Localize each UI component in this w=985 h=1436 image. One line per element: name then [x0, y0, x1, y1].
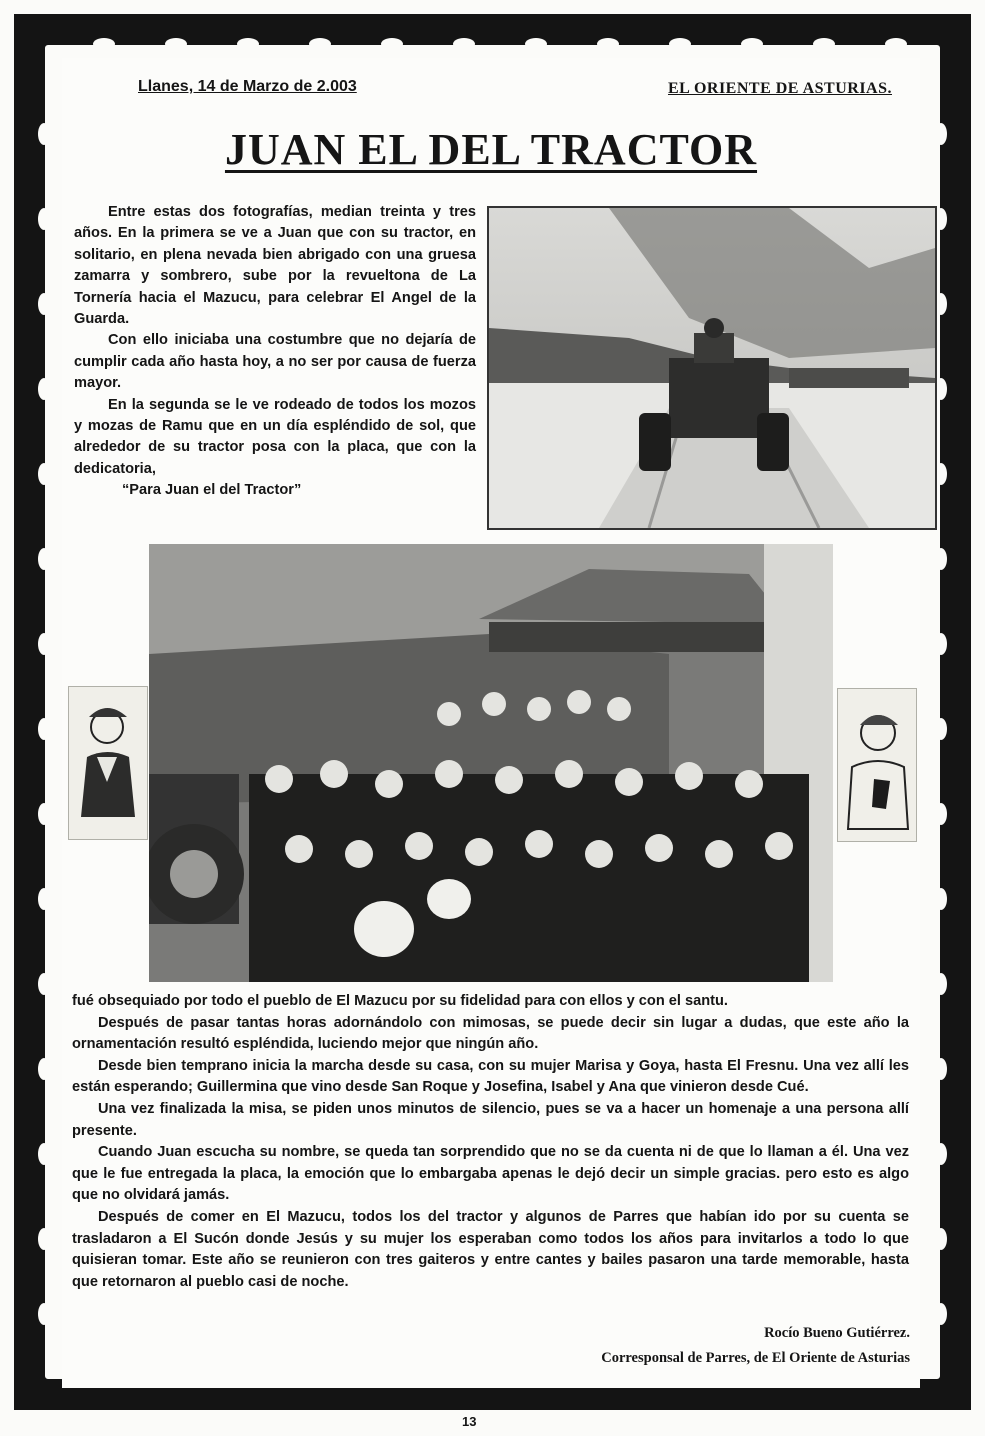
intro-paragraph: Entre estas dos fotografías, median treinta y tres años. En la primera se ve a Juan que con su tractor, en solitario, en plena nevada bien abrigado con una gruesa zamarra y sombrero, sube por la revueltona de La Tornería hacia el Mazucu, para celebrar El Angel de la Guarda. [74, 204, 476, 328]
publication-name: EL ORIENTE DE ASTURIAS. [667, 80, 892, 97]
intro-paragraph: Con ello iniciaba una costumbre que no dejaría de cumplir cada año hasta hoy, a no ser por causa de fuerza mayor. [74, 332, 476, 392]
group-photo [149, 544, 833, 982]
page-number: 13 [462, 1414, 477, 1429]
snow-tractor-photo [487, 206, 937, 530]
article-body [72, 991, 909, 1293]
article-page [62, 58, 920, 1388]
body-paragraph: fué obsequiado por todo el pueblo de El Mazucu por su fidelidad para con ellos y con el santu. [72, 993, 728, 1009]
body-paragraph: Una vez finalizada la misa, se piden unos minutos de silencio, pues se va a hacer un homenaje a una persona allí presente. [72, 1100, 909, 1139]
body-paragraph: Desde bien temprano inicia la marcha desde su casa, con su mujer Marisa y Goya, hasta El Fresnu. Una vez allí les están esperando; Guillermina que vino desde San Roque y Josefina, Isabel y Ana que vinieron desde Cué. [72, 1057, 909, 1096]
woman-illustration [68, 686, 148, 840]
article-title: JUAN EL DEL TRACTOR [224, 125, 758, 174]
body-paragraph: Después de comer en El Mazucu, todos los del tractor y algunos de Parres que habían ido por su cuenta se trasladaron a El Sucón donde Jesús y su mujer los esperaban como todos los años para invitarlos a todo lo que quisieran tomar. Este año se reunieron con tres gaiteros y entre cantes y bailes pasaron una tarde memorable, hasta que retornaron al pueblo casi de noche. [72, 1208, 909, 1290]
author-name: Rocío Bueno Gutiérrez. [764, 1325, 910, 1341]
body-paragraph: Después de pasar tantas horas adornándolo con mimosas, se puede decir sin lugar a dudas, que este año la ornamentación resultó espléndida, luciendo mejor que ningún año. [72, 1014, 909, 1053]
intro-column [74, 202, 476, 502]
body-paragraph: Cuando Juan escucha su nombre, se queda tan sorprendido que no se da cuenta ni de que lo llaman a él. Una vez que le fue entregada la placa, la emoción que lo embargaba apenas le dejó decir un simple gracias. pero esto es algo que no olvidará jamás. [72, 1144, 909, 1204]
man-illustration [837, 688, 917, 842]
plaque-dedication: “Para Juan el del Tractor” [122, 482, 302, 499]
dateline: Llanes, 14 de Marzo de 2.003 [138, 78, 357, 95]
intro-paragraph: En la segunda se le ve rodeado de todos los mozos y mozas de Ramu que en un día espléndido de sol, que alrededor de su tractor posa con la placa, que con la dedicatoria, [74, 396, 476, 477]
author-role: Corresponsal de Parres, de El Oriente de Asturias [601, 1350, 910, 1366]
